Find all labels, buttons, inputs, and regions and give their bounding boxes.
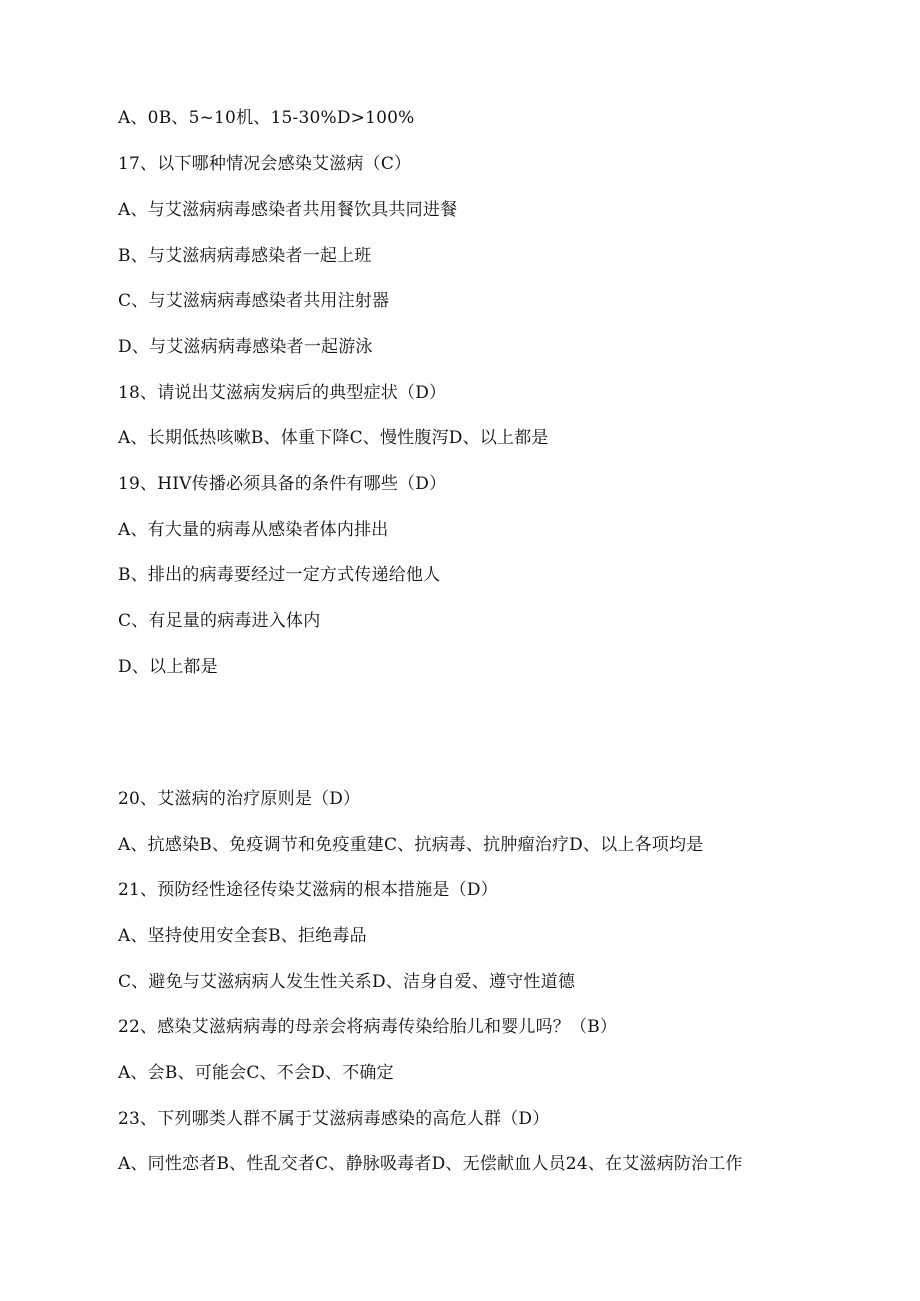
- option-line-q19-a: A、有大量的病毒从感染者体内排出: [118, 520, 389, 540]
- option-line-q17-d: D、与艾滋病病毒感染者一起游泳: [118, 337, 373, 357]
- question-20: 20、艾滋病的治疗原则是（D）: [118, 789, 361, 809]
- option-line-q17-a: A、与艾滋病病毒感染者共用餐饮具共同进餐: [118, 200, 458, 220]
- question-18: 18、请说出艾滋病发病后的典型症状（D）: [118, 383, 447, 403]
- option-line-q21-cd: C、避免与艾滋病病人发生性关系D、洁身自爱、遵守性道德: [118, 972, 576, 992]
- option-line-q16: A、0B、5~10机、15-30%D>100%: [118, 108, 415, 128]
- option-line-q20: A、抗感染B、免疫调节和免疫重建C、抗病毒、抗肿瘤治疗D、以上各项均是: [118, 835, 704, 855]
- option-line-q23: A、同性恋者B、性乱交者C、静脉吸毒者D、无偿献血人员24、在艾滋病防治工作: [118, 1154, 743, 1174]
- question-22: 22、感染艾滋病病毒的母亲会将病毒传染给胎儿和婴儿吗？（B）: [118, 1017, 618, 1037]
- option-line-q22: A、会B、可能会C、不会D、不确定: [118, 1063, 394, 1083]
- option-line-q19-c: C、有足量的病毒进入体内: [118, 611, 321, 631]
- question-21: 21、预防经性途径传染艾滋病的根本措施是（D）: [118, 880, 498, 900]
- option-line-q17-c: C、与艾滋病病毒感染者共用注射器: [118, 291, 390, 311]
- question-19: 19、HIV传播必须具备的条件有哪些（D）: [118, 474, 447, 494]
- question-17: 17、以下哪种情况会感染艾滋病（C）: [118, 154, 412, 174]
- option-line-q18: A、长期低热咳嗽B、体重下降C、慢性腹泻D、以上都是: [118, 428, 549, 448]
- option-line-q21-ab: A、坚持使用安全套B、拒绝毒品: [118, 926, 367, 946]
- question-23: 23、下列哪类人群不属于艾滋病毒感染的高危人群（D）: [118, 1109, 550, 1129]
- option-line-q17-b: B、与艾滋病病毒感染者一起上班: [118, 246, 372, 266]
- option-line-q19-b: B、排出的病毒要经过一定方式传递给他人: [118, 565, 441, 585]
- option-line-q19-d: D、以上都是: [118, 657, 218, 677]
